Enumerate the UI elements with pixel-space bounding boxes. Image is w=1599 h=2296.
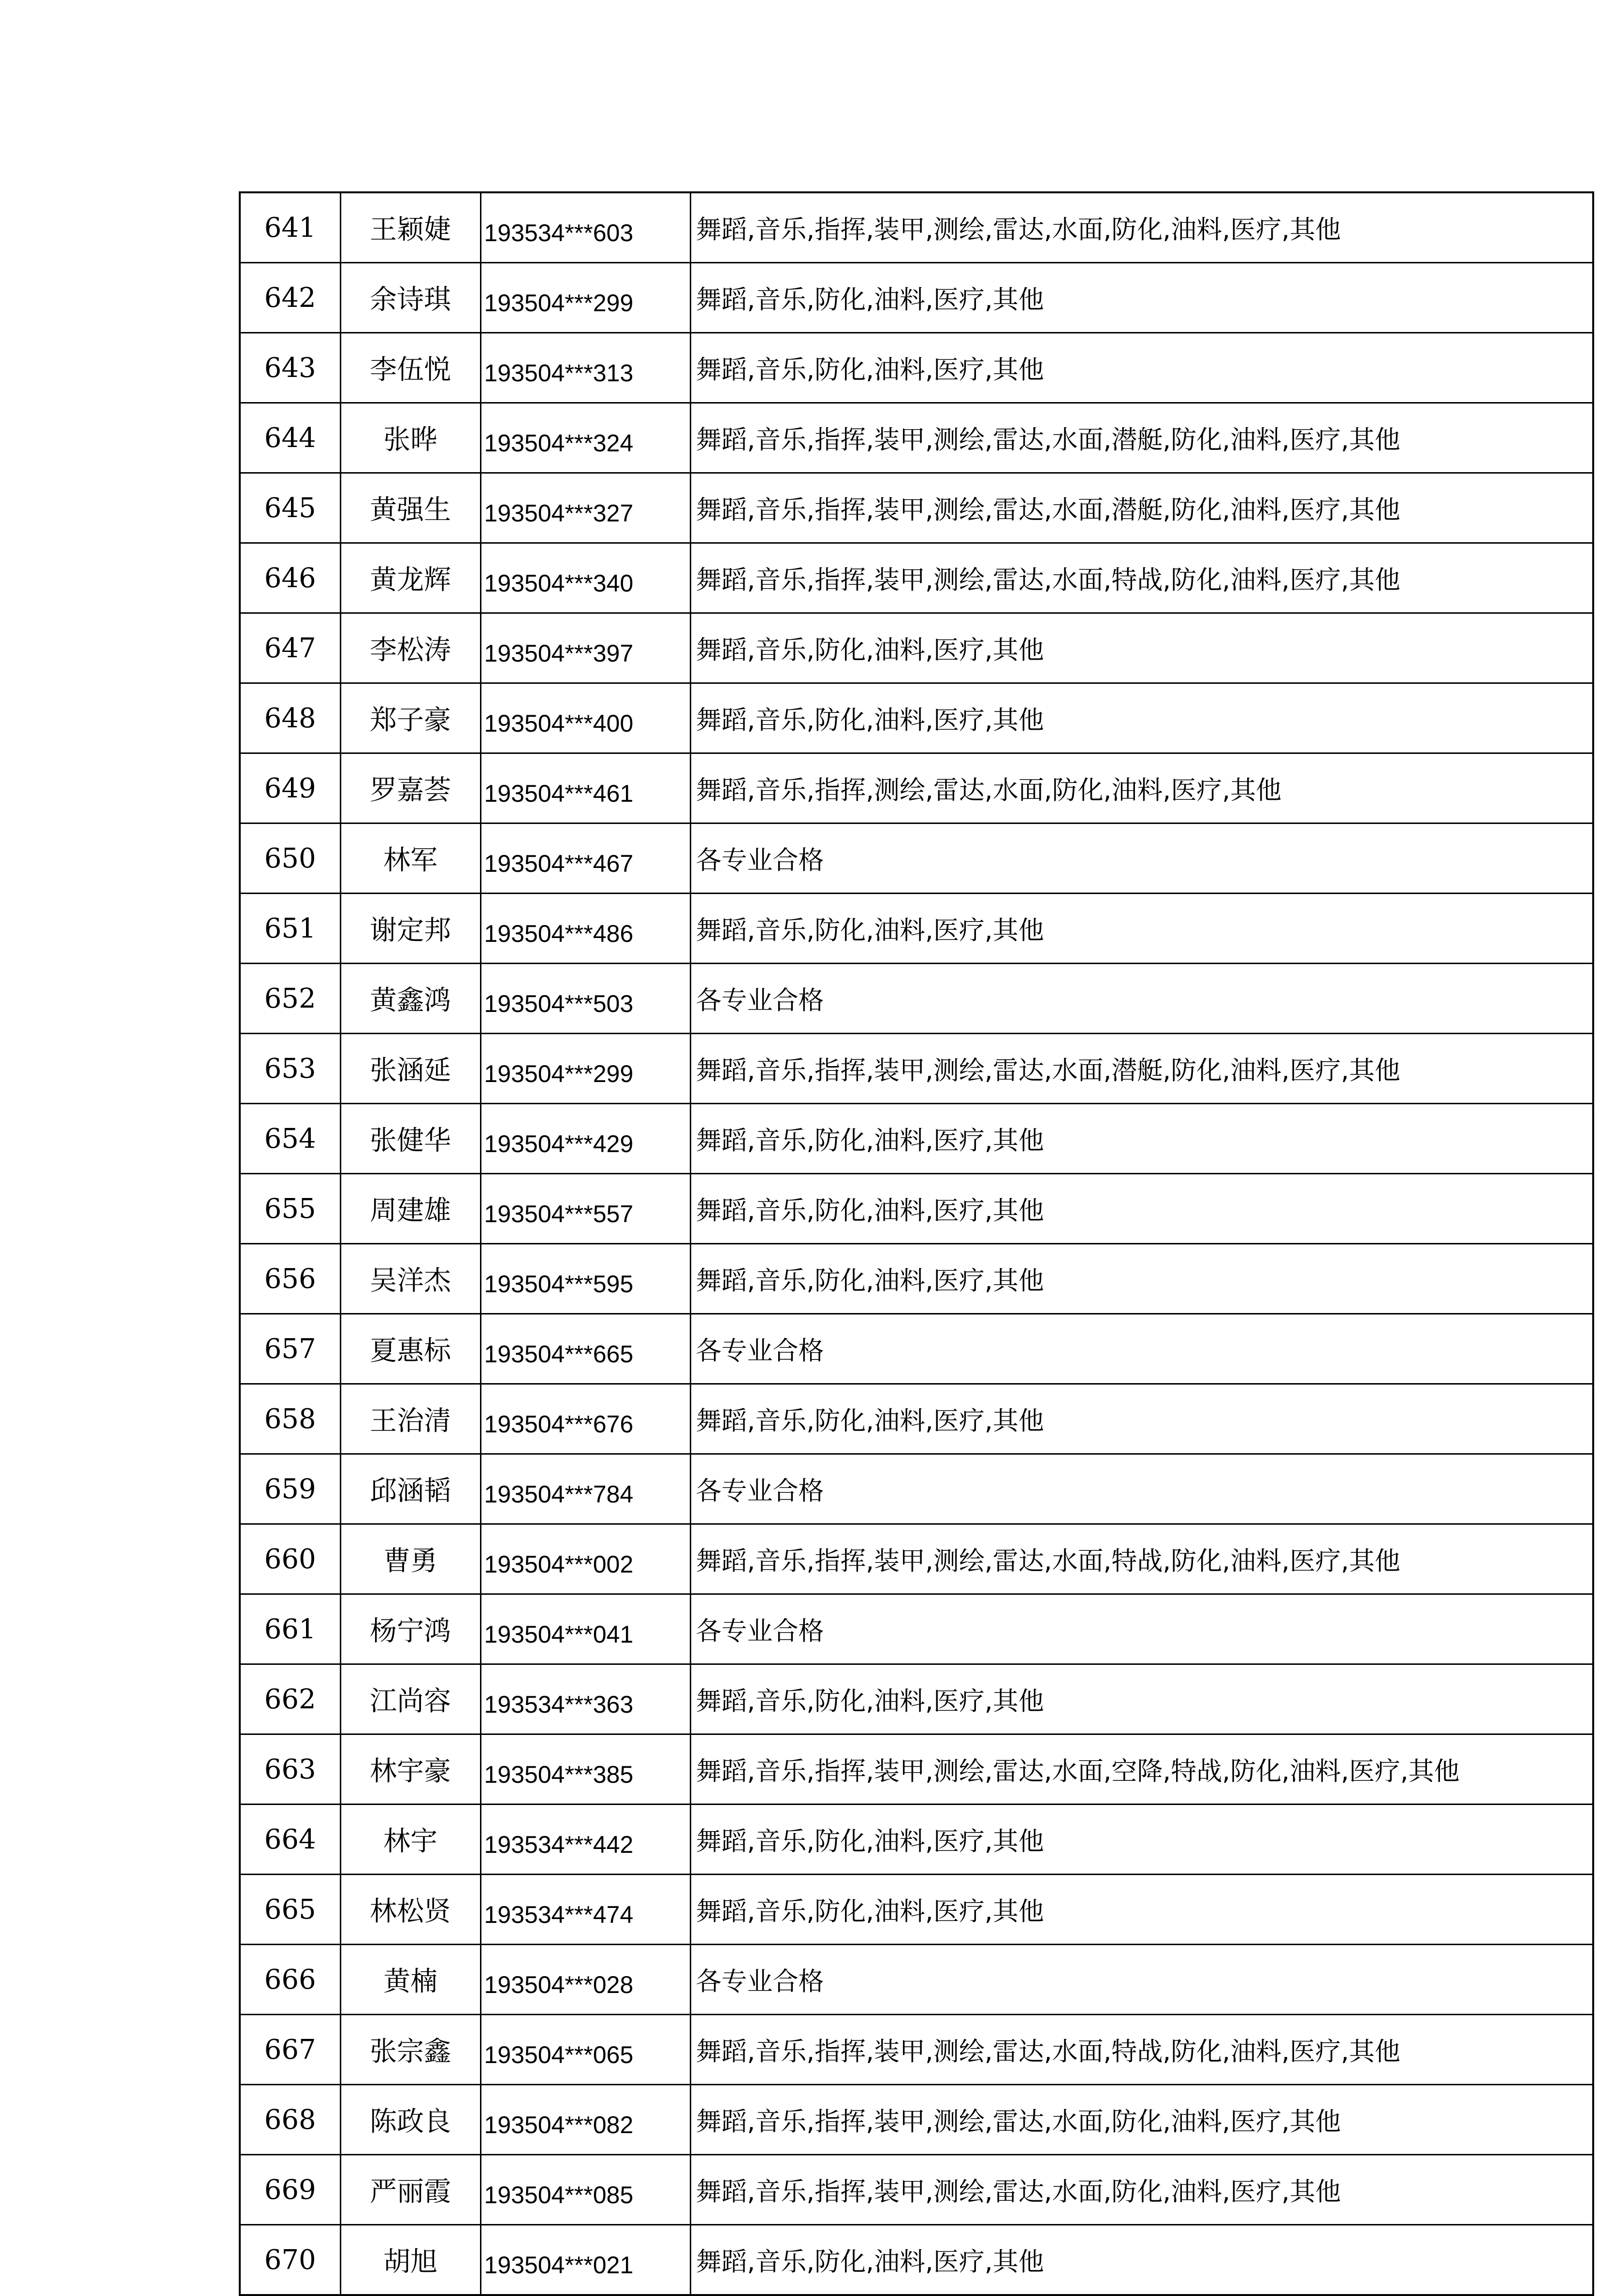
id-number-cell: 193504***299	[480, 263, 690, 333]
row-number-cell: 656	[240, 1244, 340, 1314]
id-number-cell: 193504***467	[480, 823, 690, 894]
qualified-items-cell: 舞蹈,音乐,防化,油料,医疗,其他	[690, 1875, 1593, 1945]
table-row	[240, 1805, 1593, 1875]
qualified-items-cell: 舞蹈,音乐,防化,油料,医疗,其他	[690, 333, 1593, 403]
id-number-cell: 193504***486	[480, 894, 690, 964]
row-number-cell: 644	[240, 403, 340, 473]
table-row	[240, 543, 1593, 613]
qualified-items-cell: 舞蹈,音乐,防化,油料,医疗,其他	[690, 1664, 1593, 1734]
name-cell: 谢定邦	[340, 894, 480, 964]
qualified-items-cell: 舞蹈,音乐,防化,油料,医疗,其他	[690, 1384, 1593, 1454]
id-number-cell: 193534***603	[480, 192, 690, 263]
id-number-cell: 193504***299	[480, 1034, 690, 1104]
row-number-cell: 643	[240, 333, 340, 403]
row-number-cell: 661	[240, 1594, 340, 1664]
id-number-cell: 193504***028	[480, 1945, 690, 2015]
name-cell: 林宇	[340, 1805, 480, 1875]
row-number-cell: 645	[240, 473, 340, 543]
row-number-cell: 647	[240, 613, 340, 683]
table-row	[240, 613, 1593, 683]
row-number-cell: 658	[240, 1384, 340, 1454]
row-number-cell: 668	[240, 2085, 340, 2155]
table-row	[240, 1945, 1593, 2015]
table-row	[240, 2085, 1593, 2155]
name-cell: 郑子豪	[340, 683, 480, 753]
id-number-cell: 193504***340	[480, 543, 690, 613]
name-cell: 夏惠标	[340, 1314, 480, 1384]
name-cell: 王颖婕	[340, 192, 480, 263]
table-row	[240, 1454, 1593, 1524]
name-cell: 陈政良	[340, 2085, 480, 2155]
table-row	[240, 683, 1593, 753]
table-row	[240, 333, 1593, 403]
qualified-items-cell: 舞蹈,音乐,防化,油料,医疗,其他	[690, 2225, 1593, 2296]
row-number-cell: 666	[240, 1945, 340, 2015]
table-row	[240, 403, 1593, 473]
qualified-items-cell: 舞蹈,音乐,防化,油料,医疗,其他	[690, 613, 1593, 683]
row-number-cell: 662	[240, 1664, 340, 1734]
table-row	[240, 823, 1593, 894]
table-row	[240, 473, 1593, 543]
id-number-cell: 193504***665	[480, 1314, 690, 1384]
qualified-items-cell: 舞蹈,音乐,指挥,测绘,雷达,水面,防化,油料,医疗,其他	[690, 753, 1593, 823]
table-row	[240, 1875, 1593, 1945]
table-row	[240, 753, 1593, 823]
name-cell: 黄鑫鸿	[340, 964, 480, 1034]
qualified-items-cell: 舞蹈,音乐,指挥,装甲,测绘,雷达,水面,特战,防化,油料,医疗,其他	[690, 2015, 1593, 2085]
qualified-items-cell: 舞蹈,音乐,指挥,装甲,测绘,雷达,水面,潜艇,防化,油料,医疗,其他	[690, 473, 1593, 543]
table-row	[240, 1174, 1593, 1244]
name-cell: 罗嘉荟	[340, 753, 480, 823]
id-number-cell: 193504***002	[480, 1524, 690, 1594]
qualified-items-cell: 舞蹈,音乐,指挥,装甲,测绘,雷达,水面,潜艇,防化,油料,医疗,其他	[690, 403, 1593, 473]
name-cell: 黄强生	[340, 473, 480, 543]
qualified-items-cell: 舞蹈,音乐,指挥,装甲,测绘,雷达,水面,防化,油料,医疗,其他	[690, 2085, 1593, 2155]
table-row	[240, 1034, 1593, 1104]
id-number-cell: 193504***021	[480, 2225, 690, 2296]
row-number-cell: 653	[240, 1034, 340, 1104]
qualified-items-cell: 舞蹈,音乐,防化,油料,医疗,其他	[690, 1805, 1593, 1875]
row-number-cell: 664	[240, 1805, 340, 1875]
qualified-items-cell: 舞蹈,音乐,防化,油料,医疗,其他	[690, 1104, 1593, 1174]
table-row	[240, 964, 1593, 1034]
name-cell: 余诗琪	[340, 263, 480, 333]
name-cell: 严丽霞	[340, 2155, 480, 2225]
name-cell: 林军	[340, 823, 480, 894]
id-number-cell: 193504***503	[480, 964, 690, 1034]
name-cell: 张宗鑫	[340, 2015, 480, 2085]
name-cell: 张晔	[340, 403, 480, 473]
row-number-cell: 669	[240, 2155, 340, 2225]
row-number-cell: 654	[240, 1104, 340, 1174]
id-number-cell: 193504***324	[480, 403, 690, 473]
table-row	[240, 192, 1593, 263]
row-number-cell: 642	[240, 263, 340, 333]
table-row	[240, 1734, 1593, 1805]
name-cell: 李松涛	[340, 613, 480, 683]
qualified-items-cell: 舞蹈,音乐,防化,油料,医疗,其他	[690, 1174, 1593, 1244]
qualified-items-cell: 舞蹈,音乐,指挥,装甲,测绘,雷达,水面,防化,油料,医疗,其他	[690, 2155, 1593, 2225]
row-number-cell: 670	[240, 2225, 340, 2296]
table-row	[240, 1384, 1593, 1454]
id-number-cell: 193504***400	[480, 683, 690, 753]
table-row	[240, 1104, 1593, 1174]
row-number-cell: 667	[240, 2015, 340, 2085]
id-number-cell: 193504***065	[480, 2015, 690, 2085]
name-cell: 李伍悦	[340, 333, 480, 403]
name-cell: 林松贤	[340, 1875, 480, 1945]
row-number-cell: 641	[240, 192, 340, 263]
table-row	[240, 1664, 1593, 1734]
name-cell: 林宇豪	[340, 1734, 480, 1805]
name-cell: 王治清	[340, 1384, 480, 1454]
qualified-items-cell: 舞蹈,音乐,指挥,装甲,测绘,雷达,水面,特战,防化,油料,医疗,其他	[690, 543, 1593, 613]
name-cell: 周建雄	[340, 1174, 480, 1244]
row-number-cell: 648	[240, 683, 340, 753]
qualified-items-cell: 舞蹈,音乐,防化,油料,医疗,其他	[690, 1244, 1593, 1314]
table-row	[240, 2155, 1593, 2225]
id-number-cell: 193534***474	[480, 1875, 690, 1945]
qualified-items-cell: 各专业合格	[690, 1594, 1593, 1664]
id-number-cell: 193504***676	[480, 1384, 690, 1454]
table-body	[240, 192, 1593, 2295]
qualified-items-cell: 舞蹈,音乐,防化,油料,医疗,其他	[690, 683, 1593, 753]
name-cell: 邱涵韬	[340, 1454, 480, 1524]
name-cell: 黄龙辉	[340, 543, 480, 613]
id-number-cell: 193534***442	[480, 1805, 690, 1875]
row-number-cell: 665	[240, 1875, 340, 1945]
id-number-cell: 193504***085	[480, 2155, 690, 2225]
table-row	[240, 1594, 1593, 1664]
table-row	[240, 263, 1593, 333]
qualified-items-cell: 舞蹈,音乐,防化,油料,医疗,其他	[690, 894, 1593, 964]
qualified-items-cell: 舞蹈,音乐,指挥,装甲,测绘,雷达,水面,防化,油料,医疗,其他	[690, 192, 1593, 263]
qualified-items-cell: 舞蹈,音乐,防化,油料,医疗,其他	[690, 263, 1593, 333]
table-row	[240, 2225, 1593, 2296]
row-number-cell: 655	[240, 1174, 340, 1244]
qualified-items-cell: 舞蹈,音乐,指挥,装甲,测绘,雷达,水面,空降,特战,防化,油料,医疗,其他	[690, 1734, 1593, 1805]
id-number-cell: 193504***385	[480, 1734, 690, 1805]
name-cell: 黄楠	[340, 1945, 480, 2015]
id-number-cell: 193504***313	[480, 333, 690, 403]
table-row	[240, 894, 1593, 964]
id-number-cell: 193504***461	[480, 753, 690, 823]
id-number-cell: 193504***082	[480, 2085, 690, 2155]
qualified-items-cell: 各专业合格	[690, 964, 1593, 1034]
name-cell: 江尚容	[340, 1664, 480, 1734]
row-number-cell: 650	[240, 823, 340, 894]
results-table	[239, 191, 1594, 2296]
id-number-cell: 193504***557	[480, 1174, 690, 1244]
row-number-cell: 659	[240, 1454, 340, 1524]
table-row	[240, 1524, 1593, 1594]
table-row	[240, 1244, 1593, 1314]
qualified-items-cell: 舞蹈,音乐,指挥,装甲,测绘,雷达,水面,潜艇,防化,油料,医疗,其他	[690, 1034, 1593, 1104]
row-number-cell: 660	[240, 1524, 340, 1594]
name-cell: 胡旭	[340, 2225, 480, 2296]
name-cell: 杨宁鸿	[340, 1594, 480, 1664]
name-cell: 张涵延	[340, 1034, 480, 1104]
row-number-cell: 649	[240, 753, 340, 823]
name-cell: 吴洋杰	[340, 1244, 480, 1314]
table-row	[240, 1314, 1593, 1384]
qualified-items-cell: 各专业合格	[690, 1314, 1593, 1384]
name-cell: 张健华	[340, 1104, 480, 1174]
id-number-cell: 193504***327	[480, 473, 690, 543]
qualified-items-cell: 各专业合格	[690, 1454, 1593, 1524]
row-number-cell: 657	[240, 1314, 340, 1384]
id-number-cell: 193504***595	[480, 1244, 690, 1314]
name-cell: 曹勇	[340, 1524, 480, 1594]
qualified-items-cell: 舞蹈,音乐,指挥,装甲,测绘,雷达,水面,特战,防化,油料,医疗,其他	[690, 1524, 1593, 1594]
qualified-items-cell: 各专业合格	[690, 823, 1593, 894]
id-number-cell: 193504***429	[480, 1104, 690, 1174]
id-number-cell: 193534***363	[480, 1664, 690, 1734]
row-number-cell: 651	[240, 894, 340, 964]
qualified-items-cell: 各专业合格	[690, 1945, 1593, 2015]
id-number-cell: 193504***784	[480, 1454, 690, 1524]
row-number-cell: 663	[240, 1734, 340, 1805]
id-number-cell: 193504***397	[480, 613, 690, 683]
row-number-cell: 646	[240, 543, 340, 613]
table-row	[240, 2015, 1593, 2085]
row-number-cell: 652	[240, 964, 340, 1034]
id-number-cell: 193504***041	[480, 1594, 690, 1664]
